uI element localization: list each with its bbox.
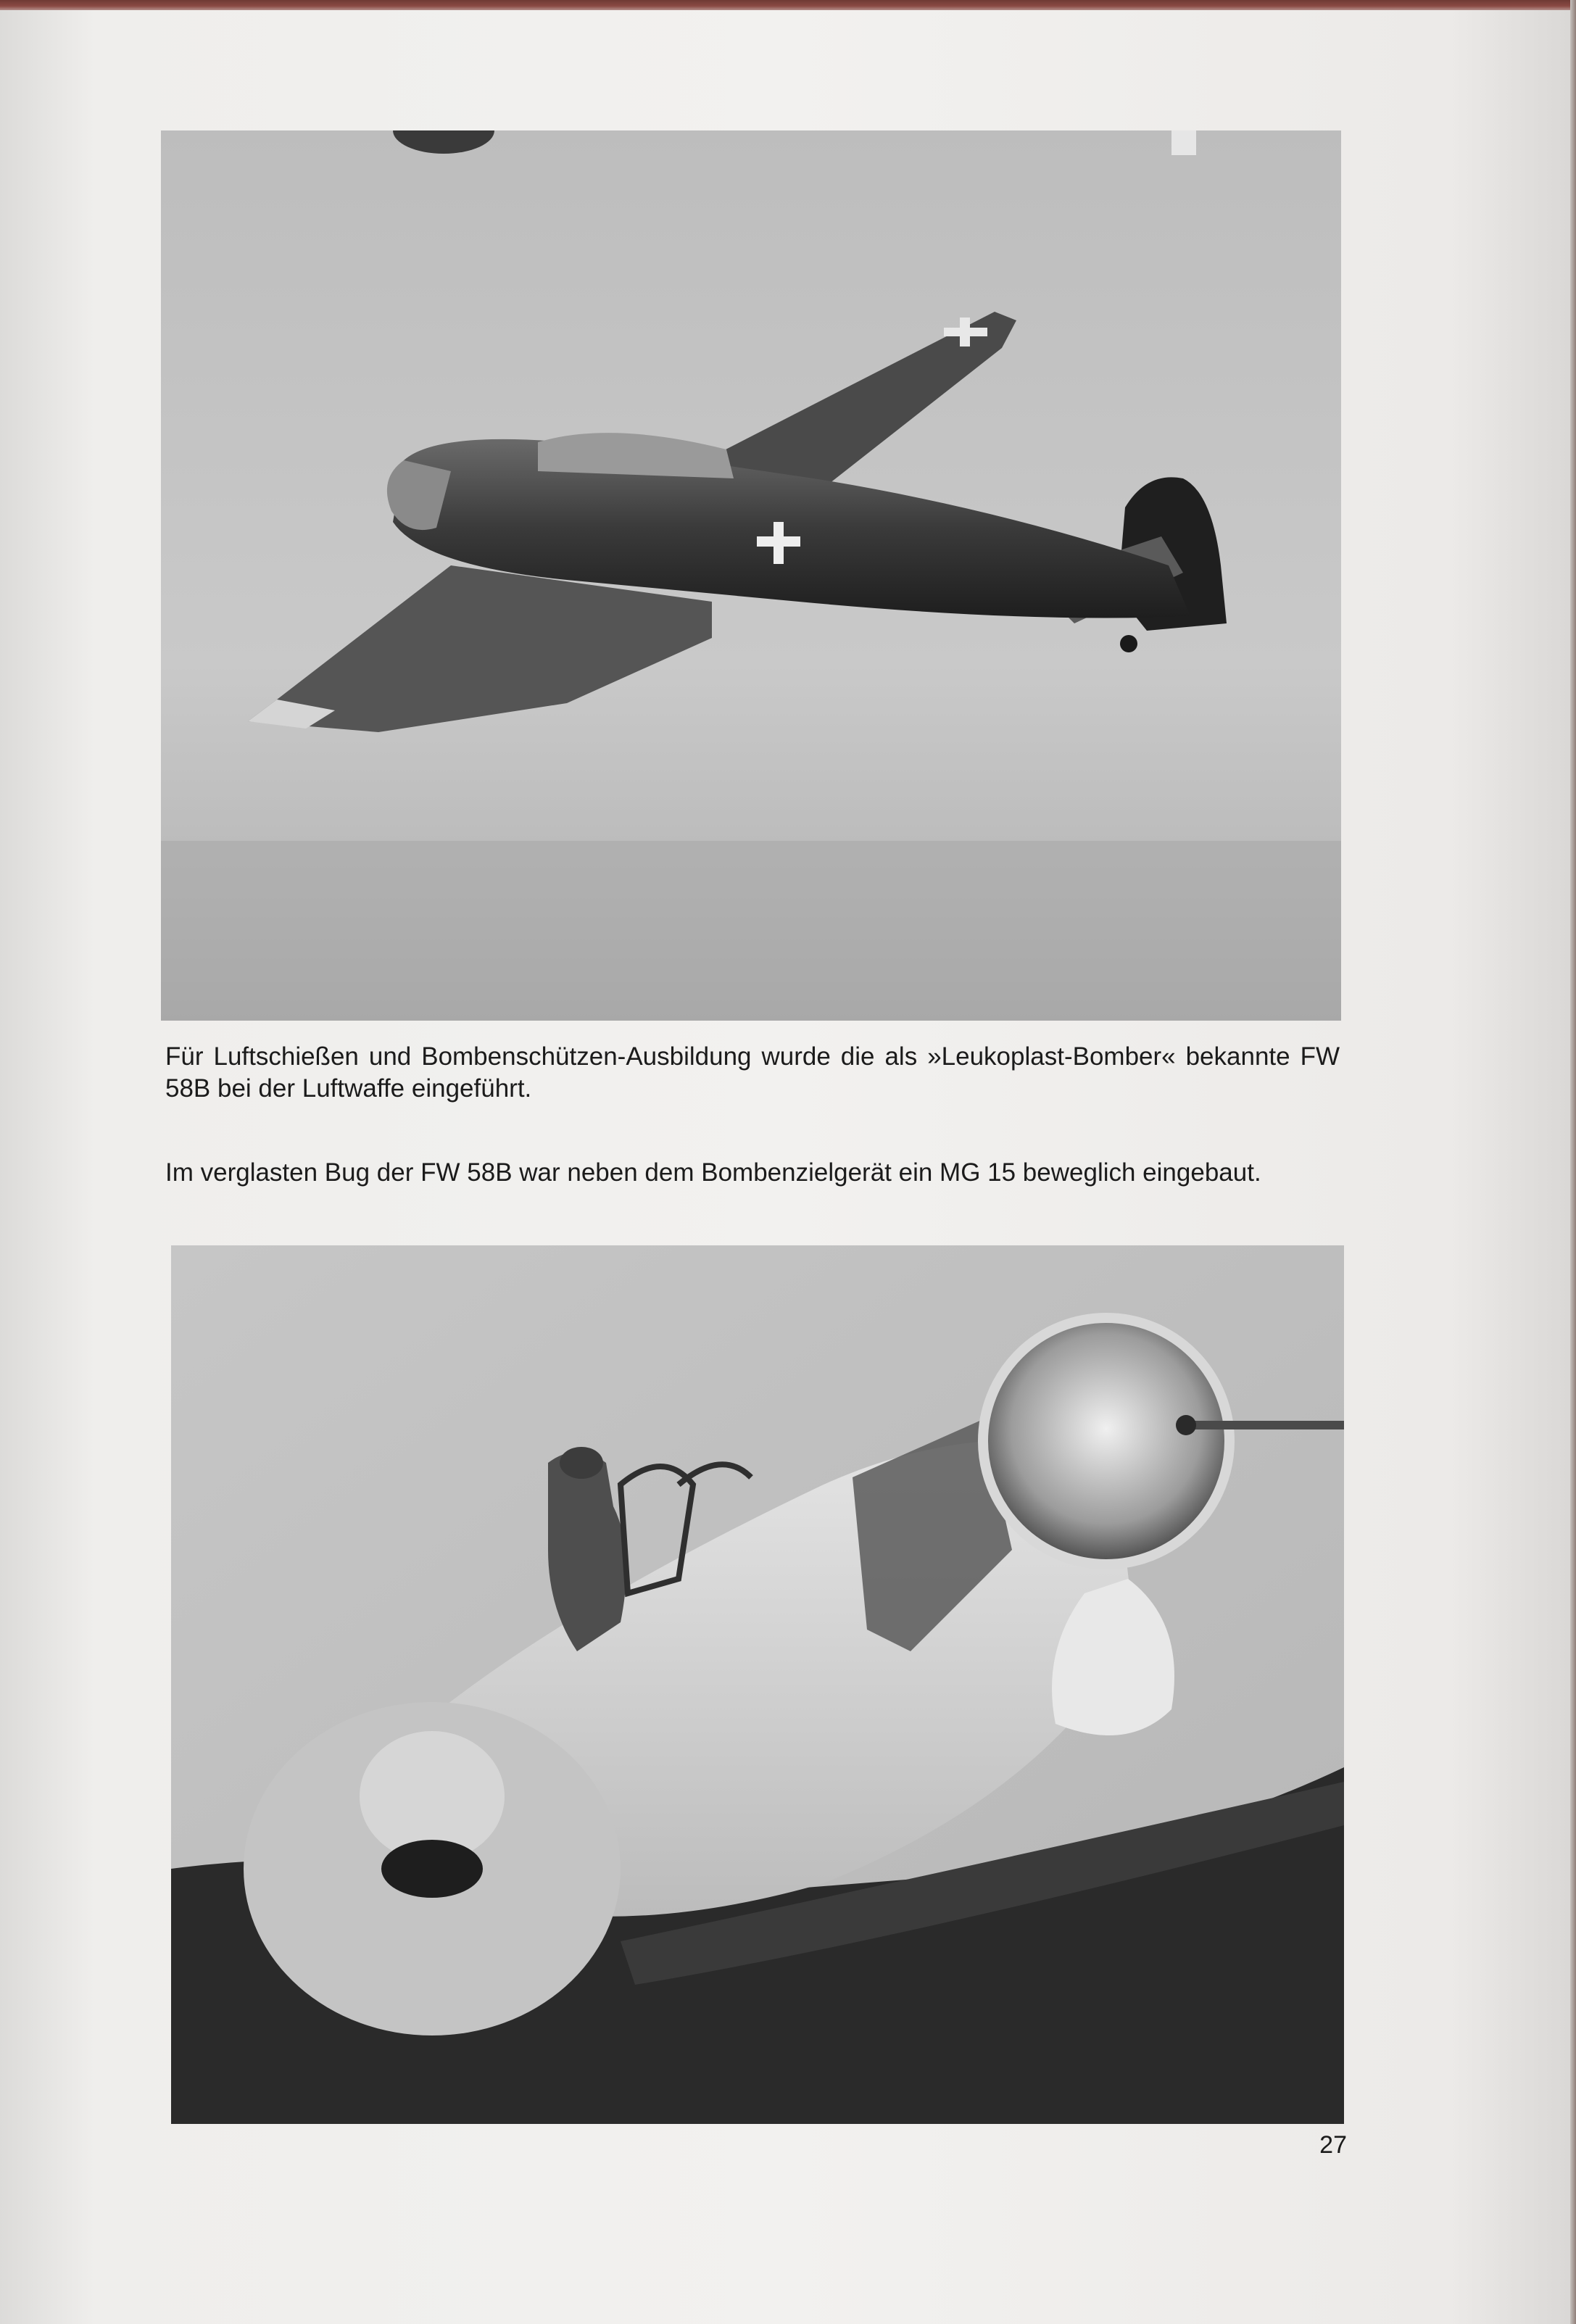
page-top-edge xyxy=(0,0,1576,10)
page-number: 27 xyxy=(1319,2131,1347,2159)
photo-aircraft-in-flight xyxy=(161,130,1341,1021)
photo-glazed-nose xyxy=(171,1245,1344,2124)
caption-bottom: Im verglasten Bug der FW 58B war neben dem Bombenzielgerät ein MG 15 beweglich eingebaut. xyxy=(165,1158,1261,1187)
page-right-edge xyxy=(1570,0,1576,2324)
caption-top: Für Luftschießen und Bombenschützen-Ausbildung wurde die als »Leukoplast-Bomber« bekannte FW 58B bei der Luftwaffe eingeführt. xyxy=(165,1042,1340,1103)
